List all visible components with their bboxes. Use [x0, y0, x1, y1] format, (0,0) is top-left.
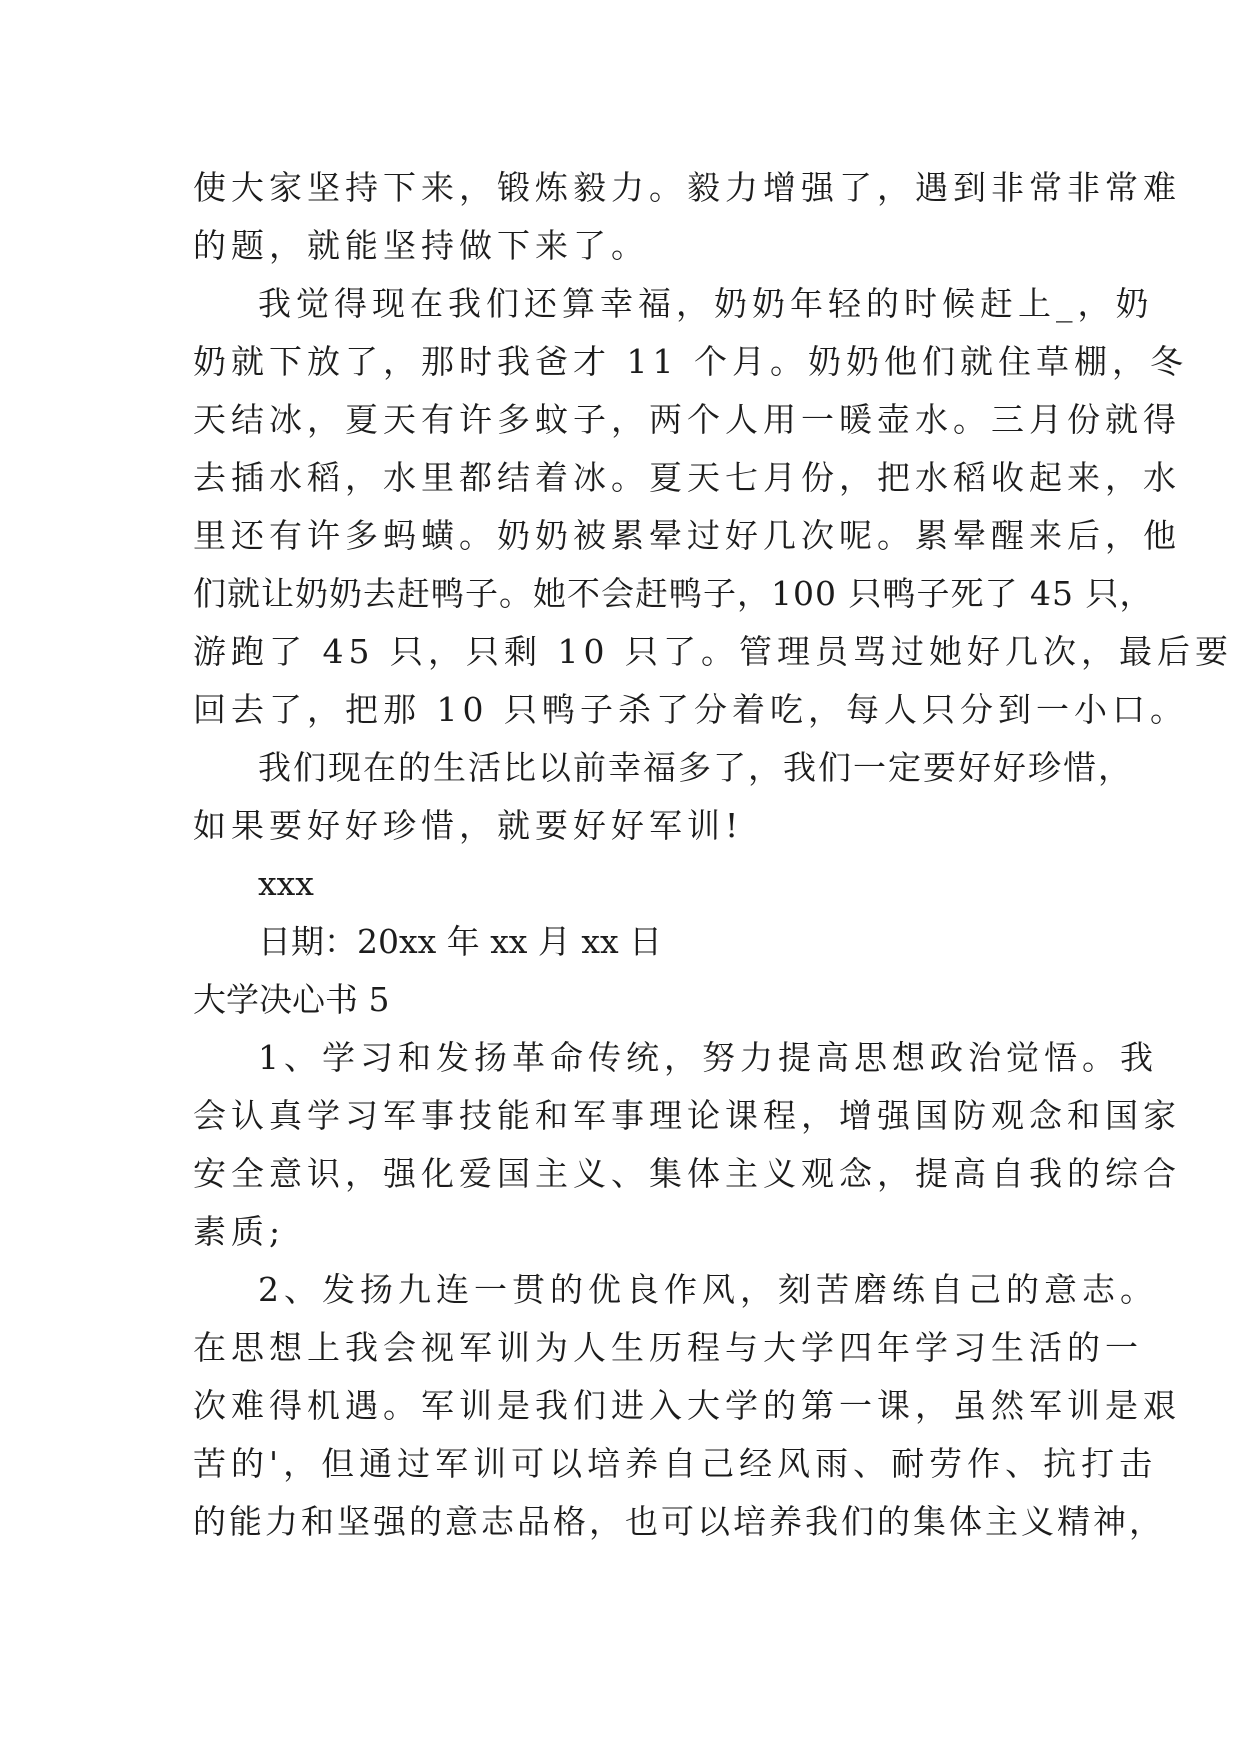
- paragraph-line: 1、学习和发扬革命传统，努力提高思想政治觉悟。我: [258, 1038, 1158, 1077]
- paragraph-line: 的题，就能坚持做下来了。: [193, 226, 649, 265]
- paragraph-line: 如果要好好珍惜，就要好好军训!: [193, 806, 744, 845]
- paragraph-line: 我们现在的生活比以前幸福多了，我们一定要好好珍惜，: [258, 748, 1133, 787]
- paragraph-line: 会认真学习军事技能和军事理论课程，增强国防观念和国家: [193, 1096, 1181, 1135]
- section-heading: 大学决心书 5: [193, 980, 390, 1019]
- paragraph-line: 去插水稻，水里都结着冰。夏天七月份，把水稻收起来，水: [193, 458, 1181, 497]
- paragraph-line: 游跑了 45 只，只剩 10 只了。管理员骂过她好几次，最后要: [193, 632, 1233, 671]
- paragraph-line: 回去了，把那 10 只鸭子杀了分着吃，每人只分到一小口。: [193, 690, 1188, 729]
- paragraph-line: 素质;: [193, 1212, 286, 1251]
- paragraph-line: 里还有许多蚂蟥。奶奶被累晕过好几次呢。累晕醒来后，他: [193, 516, 1181, 555]
- paragraph-line: 的能力和坚强的意志品格，也可以培养我们的集体主义精神，: [193, 1502, 1165, 1541]
- paragraph-line: 在思想上我会视军训为人生历程与大学四年学习生活的一: [193, 1328, 1143, 1367]
- paragraph-line: 奶就下放了，那时我爸才 11 个月。奶奶他们就住草棚，冬: [193, 342, 1188, 381]
- signature-name: xxx: [258, 864, 314, 903]
- paragraph-line: 天结冰，夏天有许多蚊子，两个人用一暖壶水。三月份就得: [193, 400, 1181, 439]
- paragraph-line: 使大家坚持下来，锻炼毅力。毅力增强了，遇到非常非常难: [193, 168, 1181, 207]
- paragraph-line: 们就让奶奶去赶鸭子。她不会赶鸭子，100 只鸭子死了 45 只，: [193, 574, 1154, 613]
- signature-date: 日期：20xx 年 xx 月 xx 日: [258, 922, 663, 961]
- paragraph-line: 次难得机遇。军训是我们进入大学的第一课，虽然军训是艰: [193, 1386, 1181, 1425]
- paragraph-line: 我觉得现在我们还算幸福，奶奶年轻的时候赶上_，奶: [258, 284, 1154, 323]
- paragraph-line: 2、发扬九连一贯的优良作风，刻苦磨练自己的意志。: [258, 1270, 1158, 1309]
- paragraph-line: 苦的'，但通过军训可以培养自己经风雨、耐劳作、抗打击: [193, 1444, 1158, 1483]
- paragraph-line: 安全意识，强化爱国主义、集体主义观念，提高自我的综合: [193, 1154, 1181, 1193]
